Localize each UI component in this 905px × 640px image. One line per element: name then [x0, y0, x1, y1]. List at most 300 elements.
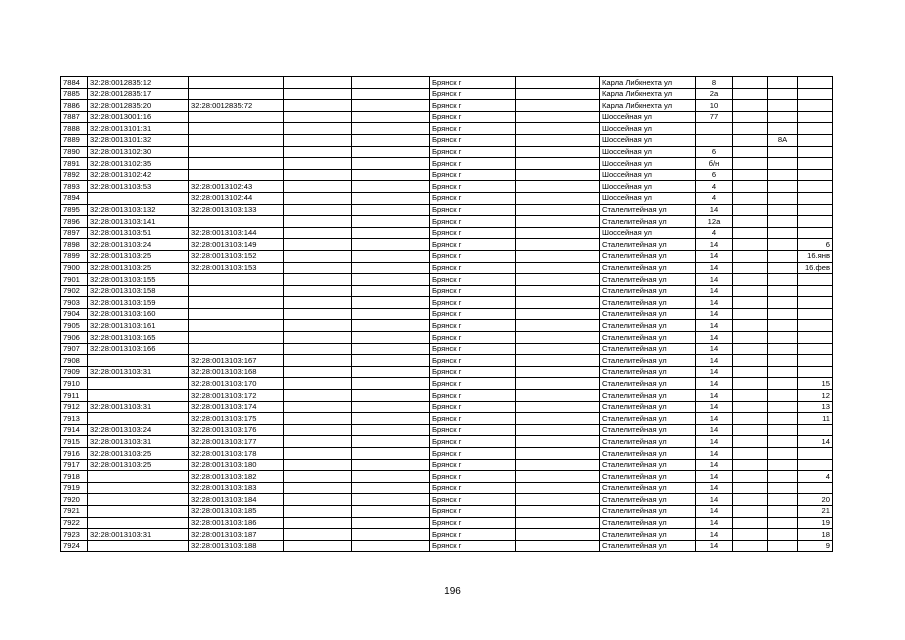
cell-korp: [768, 355, 798, 367]
cell-col7: [516, 343, 600, 355]
cell-house: 14: [696, 285, 733, 297]
cell-korp: [768, 100, 798, 112]
cell-house: 2а: [696, 88, 733, 100]
cell-col4: [284, 77, 352, 89]
cell-korp: [768, 239, 798, 251]
cell-kad2: [189, 158, 284, 170]
cell-col10: [733, 274, 768, 286]
cell-col4: [284, 274, 352, 286]
cell-col10: [733, 250, 768, 262]
cell-col5: [352, 401, 430, 413]
cell-col7: [516, 482, 600, 494]
cell-col7: [516, 239, 600, 251]
cell-kv: 11: [798, 413, 833, 425]
cell-col10: [733, 111, 768, 123]
table-row: [61, 448, 833, 460]
cell-kad2: [189, 343, 284, 355]
cell-kad1: [88, 378, 189, 390]
table-row: [61, 378, 833, 390]
cell-num: 7894: [61, 192, 88, 204]
cell-num: 7900: [61, 262, 88, 274]
cell-kad1: 32:28:0013103:31: [88, 529, 189, 541]
cell-street: Сталелитейная ул: [600, 343, 696, 355]
cell-col10: [733, 424, 768, 436]
cell-kad2: [189, 308, 284, 320]
cell-korp: [768, 77, 798, 89]
cell-num: 7896: [61, 216, 88, 228]
cell-city: Брянск г: [430, 204, 516, 216]
cell-street: Сталелитейная ул: [600, 390, 696, 402]
cell-kv: [798, 424, 833, 436]
table-row: [61, 134, 833, 146]
cell-kad1: 32:28:0013103:51: [88, 227, 189, 239]
cell-col4: [284, 146, 352, 158]
cell-kad1: 32:28:0013103:53: [88, 181, 189, 193]
cell-col5: [352, 181, 430, 193]
cell-col10: [733, 100, 768, 112]
cell-kad1: [88, 517, 189, 529]
cell-col4: [284, 517, 352, 529]
cell-street: Шоссейная ул: [600, 146, 696, 158]
cell-kad1: 32:28:0013103:158: [88, 285, 189, 297]
cell-city: Брянск г: [430, 401, 516, 413]
cell-col4: [284, 459, 352, 471]
cell-korp: [768, 482, 798, 494]
table-row: [61, 401, 833, 413]
cell-kv: [798, 274, 833, 286]
cell-col7: [516, 413, 600, 425]
cell-street: Сталелитейная ул: [600, 285, 696, 297]
cell-col7: [516, 88, 600, 100]
cell-col4: [284, 448, 352, 460]
cell-col4: [284, 494, 352, 506]
cell-city: Брянск г: [430, 111, 516, 123]
cell-num: 7899: [61, 250, 88, 262]
cell-col4: [284, 424, 352, 436]
cell-house: 14: [696, 390, 733, 402]
cell-col5: [352, 100, 430, 112]
cell-num: 7910: [61, 378, 88, 390]
cell-korp: [768, 285, 798, 297]
cell-korp: [768, 494, 798, 506]
cell-col5: [352, 482, 430, 494]
cell-col10: [733, 355, 768, 367]
cell-city: Брянск г: [430, 424, 516, 436]
cell-kad1: 32:28:0013103:25: [88, 250, 189, 262]
cell-kad2: [189, 320, 284, 332]
cell-kv: [798, 181, 833, 193]
cell-kv: [798, 459, 833, 471]
cell-korp: [768, 158, 798, 170]
table-row: [61, 459, 833, 471]
cell-city: Брянск г: [430, 413, 516, 425]
cell-house: 14: [696, 250, 733, 262]
cell-col5: [352, 355, 430, 367]
cell-col7: [516, 390, 600, 402]
cell-kad2: 32:28:0013103:144: [189, 227, 284, 239]
cell-col10: [733, 320, 768, 332]
cell-col5: [352, 192, 430, 204]
cell-house: 14: [696, 459, 733, 471]
cell-kv: [798, 77, 833, 89]
cell-korp: [768, 366, 798, 378]
cell-street: Сталелитейная ул: [600, 471, 696, 483]
cell-kv: 16.фев: [798, 262, 833, 274]
table-row: [61, 274, 833, 286]
cell-num: 7905: [61, 320, 88, 332]
cell-street: Шоссейная ул: [600, 227, 696, 239]
cell-kad2: 32:28:0013103:176: [189, 424, 284, 436]
cell-num: 7917: [61, 459, 88, 471]
cell-korp: [768, 401, 798, 413]
cell-col5: [352, 297, 430, 309]
cell-city: Брянск г: [430, 146, 516, 158]
cell-col4: [284, 250, 352, 262]
cell-col5: [352, 471, 430, 483]
table-body: [61, 77, 833, 552]
cell-city: Брянск г: [430, 436, 516, 448]
table-row: [61, 100, 833, 112]
cell-col4: [284, 111, 352, 123]
cell-num: 7908: [61, 355, 88, 367]
cell-kv: [798, 169, 833, 181]
cell-street: Сталелитейная ул: [600, 204, 696, 216]
cell-korp: [768, 88, 798, 100]
cell-col10: [733, 343, 768, 355]
table-row: [61, 88, 833, 100]
cell-kad2: 32:28:0013103:185: [189, 505, 284, 517]
cell-num: 7901: [61, 274, 88, 286]
cell-city: Брянск г: [430, 529, 516, 541]
cell-kad1: 32:28:0013101:31: [88, 123, 189, 135]
cell-col5: [352, 77, 430, 89]
cell-col10: [733, 401, 768, 413]
cell-house: 14: [696, 448, 733, 460]
cell-col5: [352, 505, 430, 517]
cell-col10: [733, 123, 768, 135]
cell-num: 7916: [61, 448, 88, 460]
cell-col7: [516, 250, 600, 262]
cell-kv: [798, 448, 833, 460]
cell-street: Шоссейная ул: [600, 134, 696, 146]
cell-col7: [516, 448, 600, 460]
cell-col10: [733, 448, 768, 460]
cell-city: Брянск г: [430, 448, 516, 460]
cell-kv: 6: [798, 239, 833, 251]
cell-city: Брянск г: [430, 262, 516, 274]
cell-kad1: 32:28:0013103:155: [88, 274, 189, 286]
cell-col10: [733, 413, 768, 425]
cell-col4: [284, 239, 352, 251]
cell-col7: [516, 158, 600, 170]
cell-kad1: 32:28:0013103:25: [88, 459, 189, 471]
cell-kad1: [88, 482, 189, 494]
cell-kad2: [189, 332, 284, 344]
cell-kad2: 32:28:0013102:44: [189, 192, 284, 204]
cell-num: 7890: [61, 146, 88, 158]
cell-col10: [733, 77, 768, 89]
cell-house: 14: [696, 239, 733, 251]
cell-kad1: [88, 413, 189, 425]
table-row: [61, 366, 833, 378]
cell-col10: [733, 308, 768, 320]
cell-kv: [798, 100, 833, 112]
cell-korp: [768, 227, 798, 239]
cell-street: Шоссейная ул: [600, 111, 696, 123]
cell-house: 8: [696, 77, 733, 89]
cell-col4: [284, 181, 352, 193]
cell-col7: [516, 517, 600, 529]
cell-street: Шоссейная ул: [600, 158, 696, 170]
cell-num: 7893: [61, 181, 88, 193]
cell-col7: [516, 77, 600, 89]
cell-street: Сталелитейная ул: [600, 540, 696, 552]
cell-col10: [733, 471, 768, 483]
cell-col7: [516, 366, 600, 378]
cell-col5: [352, 459, 430, 471]
cell-col5: [352, 134, 430, 146]
cell-house: 14: [696, 517, 733, 529]
cell-num: 7886: [61, 100, 88, 112]
cell-street: Сталелитейная ул: [600, 274, 696, 286]
cell-korp: [768, 274, 798, 286]
cell-kv: [798, 192, 833, 204]
cell-house: 14: [696, 332, 733, 344]
cell-street: Сталелитейная ул: [600, 505, 696, 517]
cell-house: 14: [696, 482, 733, 494]
table-row: [61, 471, 833, 483]
cell-city: Брянск г: [430, 390, 516, 402]
cell-kv: [798, 320, 833, 332]
cell-col4: [284, 123, 352, 135]
cell-num: 7918: [61, 471, 88, 483]
cell-kad1: 32:28:0013103:31: [88, 401, 189, 413]
cell-kad1: 32:28:0013103:31: [88, 366, 189, 378]
cell-house: 14: [696, 401, 733, 413]
cell-street: Шоссейная ул: [600, 169, 696, 181]
cell-korp: [768, 111, 798, 123]
cell-col7: [516, 332, 600, 344]
cell-kv: 4: [798, 471, 833, 483]
cell-kad2: 32:28:0013103:149: [189, 239, 284, 251]
cell-col10: [733, 482, 768, 494]
cell-kad1: 32:28:0013102:35: [88, 158, 189, 170]
cell-house: 4: [696, 227, 733, 239]
table-row: [61, 158, 833, 170]
cell-korp: [768, 216, 798, 228]
cell-col7: [516, 459, 600, 471]
cell-kad2: 32:28:0013103:187: [189, 529, 284, 541]
cell-city: Брянск г: [430, 540, 516, 552]
cell-kad1: 32:28:0013102:30: [88, 146, 189, 158]
cell-kad2: 32:28:0013103:172: [189, 390, 284, 402]
cell-col10: [733, 390, 768, 402]
cell-street: Карла Либкнехта ул: [600, 100, 696, 112]
cell-col4: [284, 540, 352, 552]
cell-kad1: [88, 355, 189, 367]
cell-col4: [284, 482, 352, 494]
cell-col7: [516, 285, 600, 297]
cell-kv: [798, 216, 833, 228]
cell-kad1: 32:28:0013103:165: [88, 332, 189, 344]
cell-korp: [768, 517, 798, 529]
cell-kad2: [189, 285, 284, 297]
cell-korp: [768, 390, 798, 402]
cell-col7: [516, 216, 600, 228]
cell-kad1: 32:28:0013103:159: [88, 297, 189, 309]
cell-house: [696, 123, 733, 135]
cell-kad2: [189, 111, 284, 123]
cell-col4: [284, 262, 352, 274]
cell-kv: [798, 134, 833, 146]
cell-city: Брянск г: [430, 297, 516, 309]
cell-col7: [516, 181, 600, 193]
cell-street: Сталелитейная ул: [600, 436, 696, 448]
cell-col7: [516, 146, 600, 158]
cell-city: Брянск г: [430, 494, 516, 506]
cell-col4: [284, 320, 352, 332]
cell-city: Брянск г: [430, 123, 516, 135]
cell-kv: [798, 355, 833, 367]
cell-kad2: 32:28:0012835:72: [189, 100, 284, 112]
cell-city: Брянск г: [430, 355, 516, 367]
cell-street: Сталелитейная ул: [600, 366, 696, 378]
cell-col5: [352, 332, 430, 344]
cell-col10: [733, 134, 768, 146]
cell-col5: [352, 262, 430, 274]
cell-house: 14: [696, 204, 733, 216]
cell-kad2: [189, 274, 284, 286]
cell-col7: [516, 471, 600, 483]
table-row: [61, 169, 833, 181]
cell-col7: [516, 401, 600, 413]
cell-num: 7911: [61, 390, 88, 402]
cell-street: Карла Либкнехта ул: [600, 77, 696, 89]
cell-street: Шоссейная ул: [600, 123, 696, 135]
cell-house: 14: [696, 343, 733, 355]
cell-street: Сталелитейная ул: [600, 448, 696, 460]
cell-col5: [352, 158, 430, 170]
cell-city: Брянск г: [430, 378, 516, 390]
cell-house: 14: [696, 308, 733, 320]
cell-kad2: 32:28:0013103:184: [189, 494, 284, 506]
cell-col10: [733, 436, 768, 448]
cell-city: Брянск г: [430, 216, 516, 228]
cell-city: Брянск г: [430, 77, 516, 89]
cell-col7: [516, 494, 600, 506]
table-row: [61, 517, 833, 529]
cell-num: 7923: [61, 529, 88, 541]
cell-house: 6: [696, 146, 733, 158]
table-row: [61, 390, 833, 402]
table-row: [61, 123, 833, 135]
cell-kv: [798, 308, 833, 320]
cell-kv: [798, 146, 833, 158]
cell-num: 7891: [61, 158, 88, 170]
cell-house: 4: [696, 181, 733, 193]
cell-col4: [284, 529, 352, 541]
cell-col5: [352, 529, 430, 541]
cell-col10: [733, 366, 768, 378]
cell-house: 14: [696, 378, 733, 390]
cell-num: 7921: [61, 505, 88, 517]
cell-col5: [352, 378, 430, 390]
cell-kad1: [88, 192, 189, 204]
cell-house: 14: [696, 262, 733, 274]
cell-kad2: [189, 88, 284, 100]
cell-col10: [733, 181, 768, 193]
cell-num: 7887: [61, 111, 88, 123]
cell-city: Брянск г: [430, 88, 516, 100]
cell-num: 7924: [61, 540, 88, 552]
cell-col10: [733, 227, 768, 239]
cell-col7: [516, 169, 600, 181]
table-row: [61, 111, 833, 123]
cell-col7: [516, 540, 600, 552]
cell-col10: [733, 285, 768, 297]
cell-col10: [733, 517, 768, 529]
cell-kad2: 32:28:0013103:133: [189, 204, 284, 216]
cell-col10: [733, 169, 768, 181]
cell-kad2: 32:28:0013103:182: [189, 471, 284, 483]
cell-kad2: 32:28:0013103:153: [189, 262, 284, 274]
cell-kv: [798, 204, 833, 216]
cell-col7: [516, 274, 600, 286]
cell-num: 7889: [61, 134, 88, 146]
cell-korp: [768, 192, 798, 204]
cell-street: Сталелитейная ул: [600, 482, 696, 494]
cell-col5: [352, 540, 430, 552]
cell-street: Карла Либкнехта ул: [600, 88, 696, 100]
table-row: [61, 227, 833, 239]
cell-kad1: 32:28:0013103:24: [88, 424, 189, 436]
cell-house: 14: [696, 529, 733, 541]
cell-col7: [516, 355, 600, 367]
table-row: [61, 482, 833, 494]
cell-num: 7884: [61, 77, 88, 89]
cell-num: 7913: [61, 413, 88, 425]
cell-num: 7909: [61, 366, 88, 378]
cell-korp: [768, 204, 798, 216]
cell-house: 12а: [696, 216, 733, 228]
cell-col5: [352, 123, 430, 135]
cell-street: Сталелитейная ул: [600, 378, 696, 390]
cell-kv: 21: [798, 505, 833, 517]
cell-house: 6: [696, 169, 733, 181]
cell-num: 7904: [61, 308, 88, 320]
cell-num: 7915: [61, 436, 88, 448]
cell-kv: [798, 366, 833, 378]
cell-city: Брянск г: [430, 100, 516, 112]
cell-kad1: [88, 390, 189, 402]
cell-col4: [284, 134, 352, 146]
cell-num: 7912: [61, 401, 88, 413]
cell-col10: [733, 459, 768, 471]
cell-korp: [768, 459, 798, 471]
cell-kad2: [189, 123, 284, 135]
page-number: 196: [444, 586, 461, 597]
cell-num: 7914: [61, 424, 88, 436]
cell-street: Сталелитейная ул: [600, 216, 696, 228]
cell-num: 7888: [61, 123, 88, 135]
cell-col7: [516, 529, 600, 541]
cell-col5: [352, 274, 430, 286]
cell-num: 7898: [61, 239, 88, 251]
cell-col7: [516, 378, 600, 390]
cell-korp: [768, 378, 798, 390]
cell-col7: [516, 227, 600, 239]
cell-col5: [352, 204, 430, 216]
